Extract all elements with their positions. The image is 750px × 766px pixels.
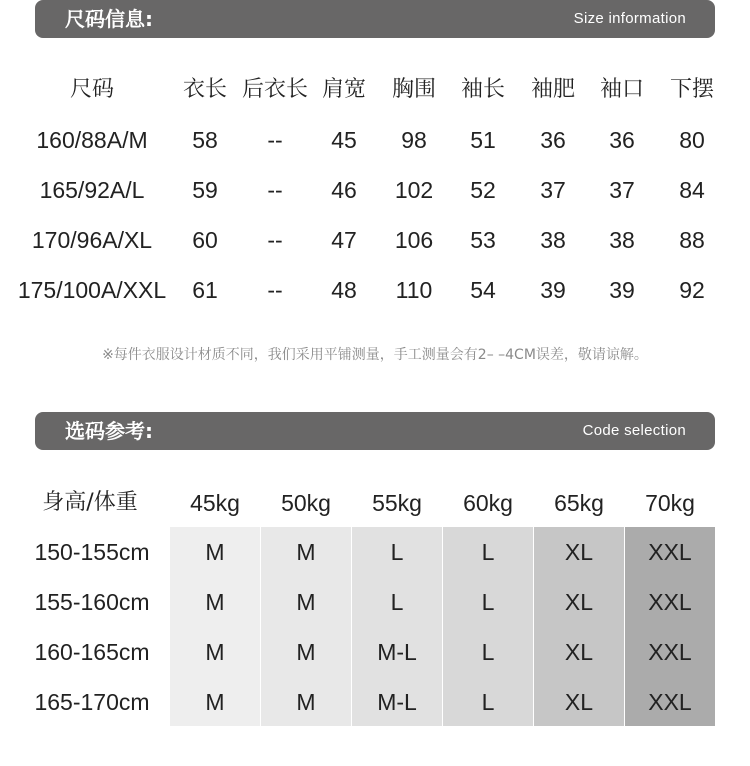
height-row-label: 155-160cm [34,589,150,615]
size-cell: -- [267,277,283,303]
size-code-cell: L [481,639,495,665]
weight-header: 45kg [190,490,240,516]
size-cell: 37 [609,177,635,203]
weight-header: 50kg [281,490,331,516]
size-cell: 59 [192,177,218,203]
weight-header: 70kg [645,490,695,516]
height-row-label: 150-155cm [34,539,150,565]
weight-header: 60kg [463,490,513,516]
weight-header: 65kg [554,490,604,516]
size-code-cell: M [205,589,225,615]
size-code-cell: M [296,689,316,715]
size-header-3: 肩宽 [321,77,367,102]
size-cell: 51 [470,127,496,153]
weight-column-2 [352,527,442,726]
size-code-cell: XL [564,689,594,715]
size-cell: -- [267,227,283,253]
size-cell: 106 [394,227,434,253]
size-code-cell: XL [564,639,594,665]
size-header-7: 袖口 [599,77,645,102]
size-code-cell: XXL [648,539,692,565]
size-code-cell: L [390,589,404,615]
size-header-4: 胸围 [391,77,437,102]
size-cell: 84 [679,177,705,203]
size-cell: -- [267,177,283,203]
height-row-label: 165-170cm [34,689,150,715]
size-code-cell: XXL [648,639,692,665]
size-code-cell: XXL [648,589,692,615]
size-row-label: 170/96A/XL [31,227,153,253]
size-code-cell: M [296,639,316,665]
size-code-cell: M [205,539,225,565]
size-header-2: 后衣长 [241,77,309,102]
size-cell: 52 [470,177,496,203]
size-cell: 39 [540,277,566,303]
size-cell: 53 [470,227,496,253]
size-cell: 46 [331,177,357,203]
size-cell: 47 [331,227,357,253]
size-info-title: 尺码信息: [65,7,153,31]
size-cell: 45 [331,127,357,153]
size-cell: 102 [394,177,434,203]
size-code-cell: L [390,539,404,565]
size-code-cell: L [481,539,495,565]
height-weight-header: 身高/体重 [42,490,138,515]
size-cell: 110 [395,277,433,303]
weight-header: 55kg [372,490,422,516]
size-cell: 38 [540,227,566,253]
size-cell: 88 [679,227,705,253]
weight-column-1 [261,527,351,726]
size-header-1: 衣长 [182,77,228,102]
weight-column-3 [443,527,533,726]
size-cell: 36 [609,127,635,153]
size-code-cell: M [205,639,225,665]
weight-column-0 [170,527,260,726]
size-code-cell: M-L [377,639,417,665]
size-header-5: 袖长 [460,77,506,102]
size-info-title-en: Size information [573,10,686,27]
size-row-label: 160/88A/M [36,127,148,153]
height-row-label: 160-165cm [34,639,150,665]
size-cell: 80 [679,127,705,153]
size-code-cell: M-L [377,689,417,715]
size-cell: -- [267,127,283,153]
size-code-cell: L [481,689,495,715]
size-code-cell: M [205,689,225,715]
size-code-cell: L [481,589,495,615]
size-cell: 37 [540,177,566,203]
code-selection-title: 选码参考: [65,419,153,443]
size-code-cell: M [296,589,316,615]
size-header-6: 袖肥 [530,77,576,102]
weight-column-5 [625,527,715,726]
code-selection-title-en: Code selection [582,422,686,439]
size-info-banner [35,0,715,38]
size-cell: 98 [401,127,427,153]
size-cell: 92 [679,277,705,303]
size-cell: 60 [192,227,218,253]
size-code-cell: XL [564,539,594,565]
size-cell: 58 [192,127,218,153]
size-code-cell: XL [564,589,594,615]
size-cell: 39 [609,277,635,303]
measurement-note: ※每件衣服设计材质不同，我们采用平铺测量，手工测量会有2– –4CM误差，敬请谅解。 [102,347,648,363]
size-cell: 48 [331,277,357,303]
size-header-8: 下摆 [669,77,715,102]
size-row-label: 165/92A/L [39,177,145,203]
size-cell: 54 [470,277,496,303]
size-header-0: 尺码 [69,77,115,102]
weight-column-4 [534,527,624,726]
size-code-cell: M [296,539,316,565]
size-cell: 36 [540,127,566,153]
size-code-cell: XXL [648,689,692,715]
size-row-label: 175/100A/XXL [17,277,167,303]
code-selection-banner [35,412,715,450]
size-cell: 61 [192,277,218,303]
size-cell: 38 [609,227,635,253]
